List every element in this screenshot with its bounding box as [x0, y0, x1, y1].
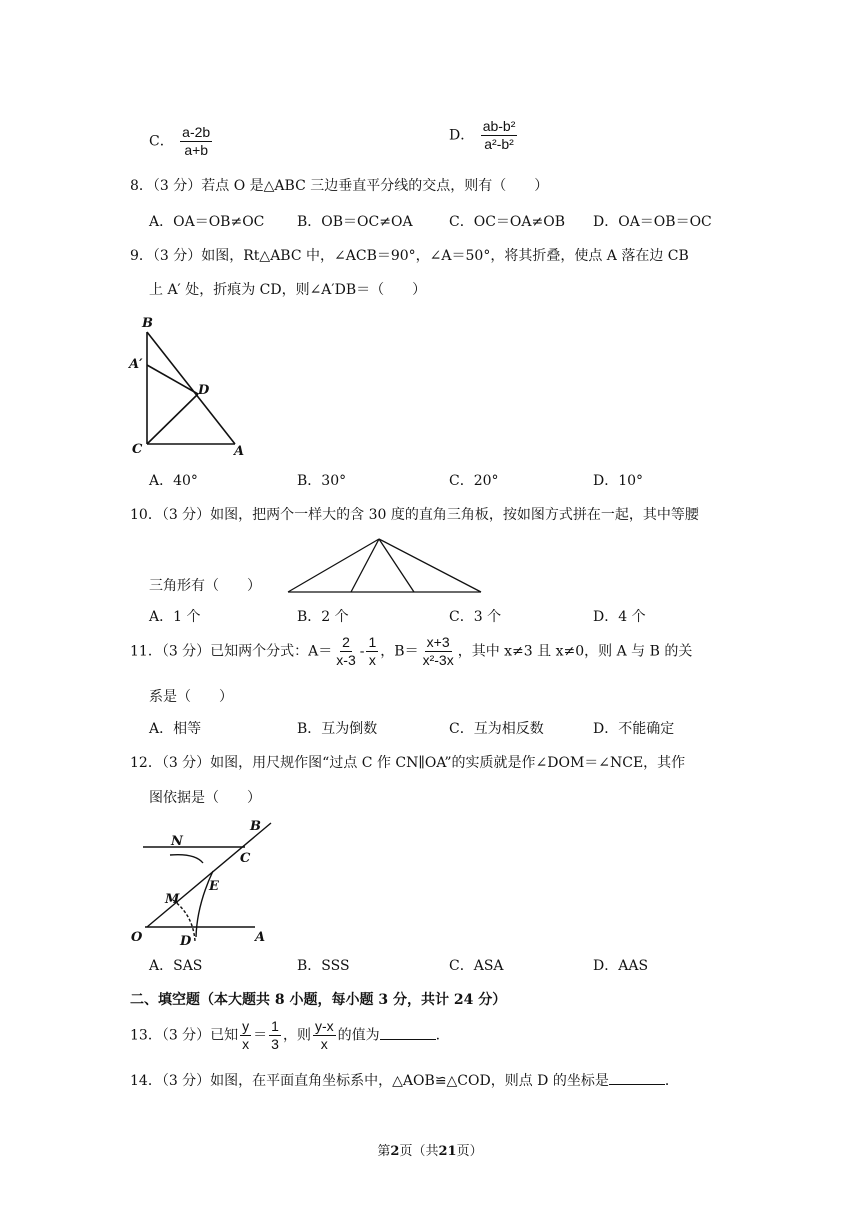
q11-fraction-2: $\frac{1}{x}$ [368, 634, 377, 668]
q12-label-c: C [240, 851, 251, 866]
q10-triangles-figure [285, 534, 485, 596]
q12-label-e: E [209, 879, 219, 894]
q11-stem-line1: 11．（3 分）已知两个分式：A＝ $\frac{2}{x-3}$ - $\frac{1}{x}$ ，B＝ $\frac{x+3}{\text{x²-3x}}$ ，其中 x≠3 且 x≠0，则 A 与 B 的关 [130, 634, 693, 668]
q9-label-d: D [198, 383, 210, 398]
q9-stem-line1: 9．（3 分）如图，Rt△ABC 中，∠ACB＝90°，∠A＝50°，将其折叠，使点 A 落在边 CB [130, 248, 689, 264]
q11-option-b: B．互为倒数 [297, 721, 378, 737]
q8-stem: 8．（3 分）若点 O 是△ABC 三边垂直平分线的交点，则有（ ） [130, 178, 549, 194]
q10-stem-line1: 10．（3 分）如图，把两个一样大的含 30 度的直角三角板，按如图方式拼在一起，其中等腰 [130, 507, 699, 523]
q10-option-a: A．1 个 [149, 609, 201, 625]
q13-answer-blank[interactable] [380, 1025, 436, 1040]
q14-stem: 14．（3 分）如图，在平面直角坐标系中，△AOB≌△COD，则点 D 的坐标是 ． [130, 1070, 679, 1091]
q9-triangle-figure [125, 312, 255, 462]
q7-option-d-fraction: $\frac{\text{ab-b²}}{\text{a²-b²}}$ [482, 118, 516, 152]
q9-label-a: A [234, 444, 245, 459]
q12-option-c: C．ASA [449, 958, 504, 974]
q12-label-d: D [180, 934, 192, 949]
q12-stem-line2: 图依据是（ ） [149, 790, 261, 806]
q12-construction-figure [125, 815, 285, 950]
q11-fraction-3: $\frac{x+3}{\text{x²-3x}}$ [422, 634, 454, 668]
total-pages: 21 [438, 1144, 457, 1159]
q12-option-d: D．AAS [593, 958, 649, 974]
q9-label-a-prime: A′ [129, 357, 143, 372]
q12-option-a: A．SAS [149, 958, 203, 974]
q10-option-d: D．4 个 [593, 609, 646, 625]
q12-label-b: B [250, 819, 261, 834]
q7-option-c: C． $\frac{a-2b}{a+b}$ [149, 124, 211, 158]
q13-fraction-2: $\frac{1}{3}$ [271, 1018, 279, 1052]
q9-option-a: A．40° [149, 473, 198, 489]
q11-option-d: D．不能确定 [593, 721, 675, 737]
q11-option-c: C．互为相反数 [449, 721, 544, 737]
q8-option-a: A．OA＝OB≠OC [149, 214, 265, 230]
q11-fraction-1: $\frac{2}{x-3}$ [336, 634, 356, 668]
q8-option-b: B．OB＝OC≠OA [297, 214, 413, 230]
q11-option-a: A．相等 [149, 721, 202, 737]
q9-option-b: B．30° [297, 473, 347, 489]
q12-option-b: B．SSS [297, 958, 350, 974]
q11-stem-line2: 系是（ ） [149, 689, 233, 705]
q8-option-c: C．OC＝OA≠OB [449, 214, 565, 230]
q9-option-d: D．10° [593, 473, 644, 489]
q7-option-d: D． $\frac{\text{ab-b²}}{\text{a²-b²}}$ [449, 118, 516, 152]
page-footer: 第2页（共21页） [377, 1144, 483, 1159]
section-2-heading: 二、填空题（本大题共 8 小题，每小题 3 分，共计 24 分） [130, 992, 507, 1008]
q9-label-b: B [142, 316, 153, 331]
q12-label-a: A [255, 930, 266, 945]
q10-option-c: C．3 个 [449, 609, 502, 625]
q14-answer-blank[interactable] [609, 1070, 665, 1085]
q9-option-c: C．20° [449, 473, 499, 489]
page-number: 2 [390, 1144, 400, 1159]
q9-stem-line2: 上 A′ 处，折痕为 CD，则∠A′DB＝（ ） [149, 282, 427, 298]
q10-stem-line2: 三角形有（ ） [149, 578, 261, 594]
q12-label-n: N [171, 834, 183, 849]
q12-label-m: M [165, 892, 180, 907]
q13-fraction-3: $\frac{y-x}{x}$ [314, 1018, 334, 1052]
q9-label-c: C [132, 442, 143, 457]
q8-option-d: D．OA＝OB＝OC [593, 214, 712, 230]
q13-stem: 13．（3 分）已知 $\frac{y}{x}$ ＝ $\frac{1}{3}$ ，则 $\frac{y-x}{x}$ 的值为 . [130, 1018, 441, 1052]
q7-option-c-fraction: $\frac{a-2b}{a+b}$ [182, 124, 211, 158]
q10-option-b: B．2 个 [297, 609, 349, 625]
q12-label-o: O [131, 930, 143, 945]
q13-fraction-1: $\frac{y}{x}$ [242, 1018, 250, 1052]
q12-stem-line1: 12．（3 分）如图，用尺规作图“过点 C 作 CN∥OA”的实质就是作∠DOM＝∠NCE，其作 [130, 755, 686, 771]
